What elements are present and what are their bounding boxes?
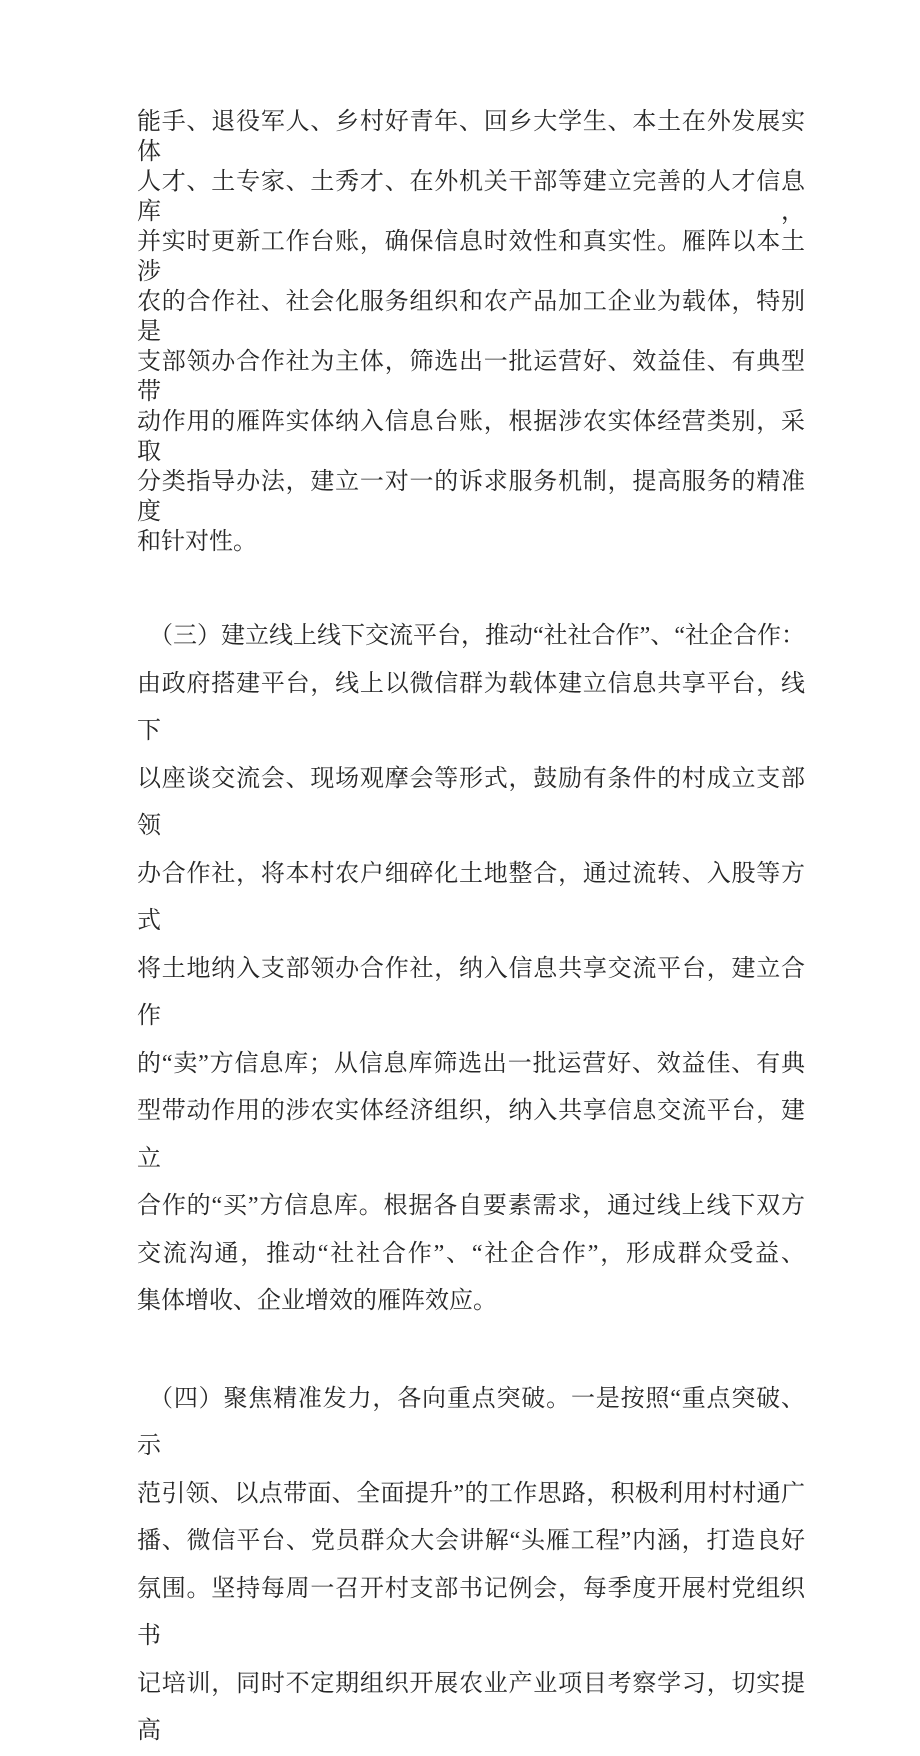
paragraph-section-three <box>137 613 805 1326</box>
text-line: 播、微信平台、党员群众大会讲解“头雁工程”内涵，打造良好 <box>137 1528 805 1554</box>
text-line: 交流沟通，推动“社社合作”、“社企合作”，形成群众受益、 <box>137 1240 805 1267</box>
text-line: 将土地纳入支部领办合作社，纳入信息共享交流平台，建立合作 <box>137 955 805 1029</box>
text-line: 氛围。坚持每周一召开村支部书记例会，每季度开展村党组织书 <box>137 1575 805 1649</box>
text-line: 农的合作社、社会化服务组织和农产品加工企业为载体，特别是 <box>137 289 805 345</box>
text-line: 并实时更新工作台账，确保信息时效性和真实性。雁阵以本土涉 <box>137 229 805 285</box>
text-line: 记培训，同时不定期组织开展农业产业项目考察学习，切实提高 <box>137 1670 805 1744</box>
text-block <box>137 107 805 1756</box>
text-line: 合作的“买”方信息库。根据各自要素需求，通过线上线下双方 <box>137 1193 805 1219</box>
paragraph-section-four <box>137 1376 805 1756</box>
text-line: 人才、土专家、土秀才、在外机关干部等建立完善的人才信息库， <box>137 169 805 225</box>
text-line: （四）聚焦精准发力，各向重点突破。一是按照“重点突破、示 <box>137 1385 805 1459</box>
text-line: 能手、退役军人、乡村好青年、回乡大学生、本土在外发展实体 <box>137 109 805 165</box>
paragraph-continuation <box>137 107 805 557</box>
text-line: 支部领办合作社为主体，筛选出一批运营好、效益佳、有典型带 <box>137 349 805 405</box>
text-line: 的“卖”方信息库；从信息库筛选出一批运营好、效益佳、有典 <box>137 1050 805 1077</box>
text-line: 集体增收、企业增效的雁阵效应。 <box>137 1288 497 1314</box>
text-line: 型带动作用的涉农实体经济组织，纳入共享信息交流平台，建立 <box>137 1098 805 1172</box>
text-line: 和针对性。 <box>137 529 257 555</box>
text-line: 以座谈交流会、现场观摩会等形式，鼓励有条件的村成立支部领 <box>137 765 805 839</box>
text-line: （三）建立线上线下交流平台，推动“社社合作”、“社企合作： <box>149 623 805 649</box>
text-line: 由政府搭建平台，线上以微信群为载体建立信息共享平台，线下 <box>137 670 805 744</box>
text-line: 范引领、以点带面、全面提升”的工作思路，积极利用村村通广 <box>137 1480 805 1507</box>
text-line: 分类指导办法，建立一对一的诉求服务机制，提高服务的精准度 <box>137 469 805 525</box>
text-line: 办合作社，将本村农户细碎化土地整合，通过流转、入股等方式 <box>137 860 805 934</box>
text-line: 动作用的雁阵实体纳入信息台账，根据涉农实体经营类别，采取 <box>137 409 805 465</box>
